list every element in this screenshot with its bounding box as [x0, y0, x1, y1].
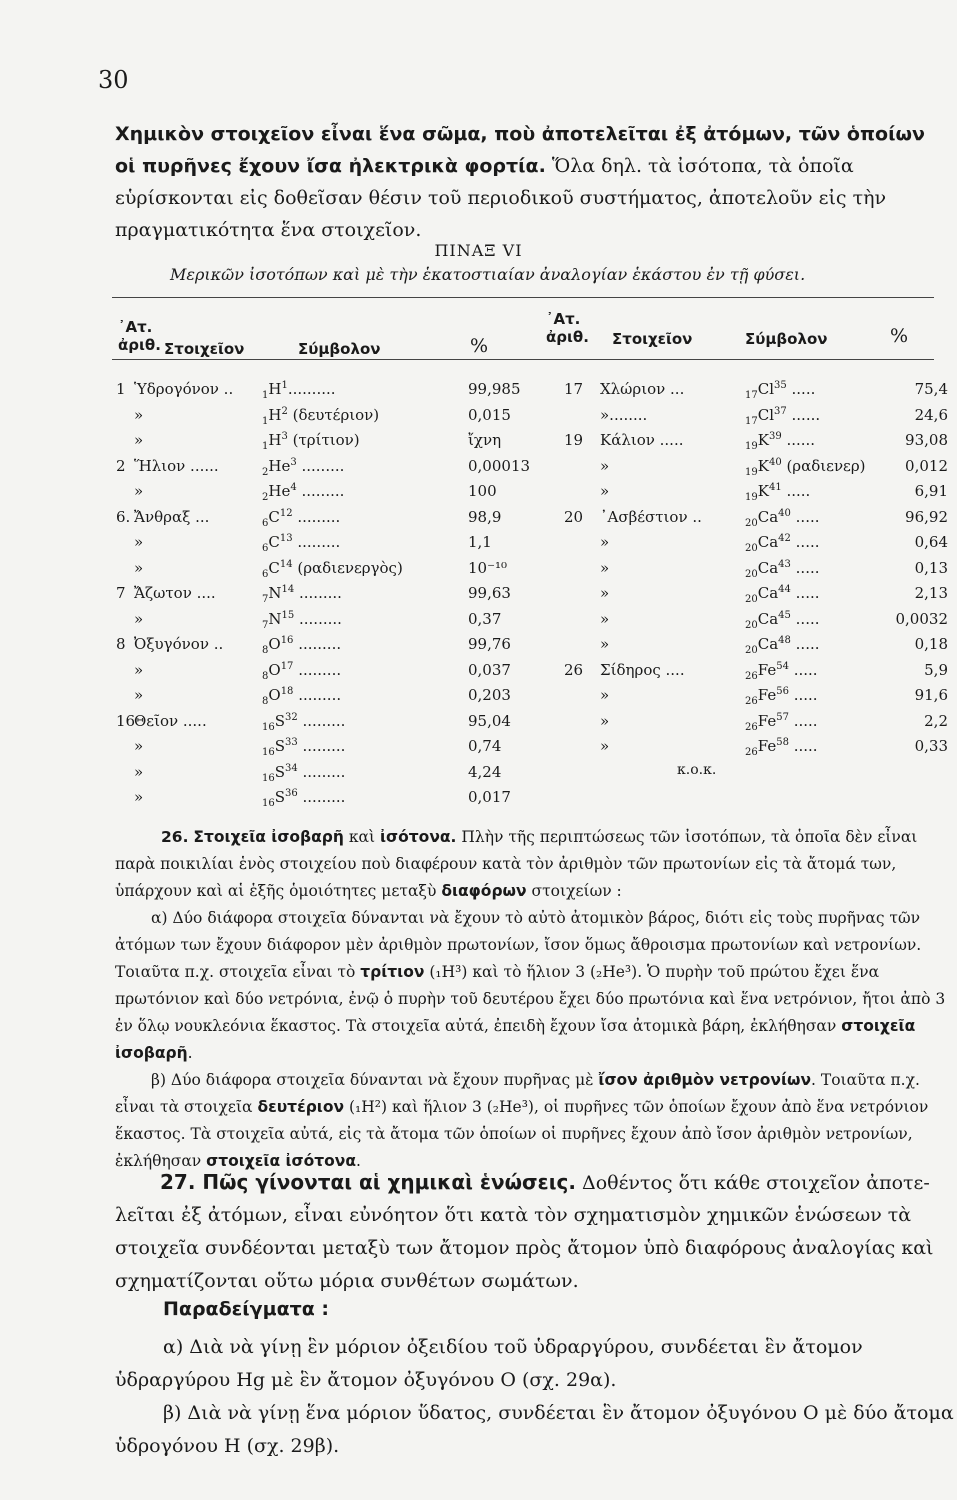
mass-sub: 26 [745, 747, 758, 758]
item-b-bold-neutrons: ἴσον ἀριθμὸν νετρονίων [598, 1071, 812, 1089]
mass-sub: 17 [745, 390, 758, 401]
element-symbol: C [268, 533, 280, 551]
symbol-note: (δευτέριον) [287, 405, 380, 424]
header-at-num-left [118, 318, 161, 354]
symbol-note: ..... [786, 380, 816, 398]
abundance-percent: 96,92 [905, 507, 948, 526]
section-27-text: λεῖται ἐξ ἀτόμων, εἶναι εὐνόητον ὅτι κατὰ τὸν σχηματισμὸν χημικῶν ἑνώσεων τὰ στοιχεῖα συνδέονται μεταξὺ των ἄτομον πρὸς ἄτομον ὑπὸ διαφόρους ἀναλογίας καὶ σχηματίζονται οὕτω μόρια συνθέτων σωμάτων. [115, 1204, 934, 1292]
mass-sub: 26 [745, 721, 758, 733]
symbol-note: .......... [287, 380, 336, 398]
element-name: » [134, 405, 144, 424]
abundance-percent: 99,63 [468, 584, 511, 602]
element-symbol: N [268, 609, 282, 628]
element-name: » [134, 533, 144, 551]
isotope-symbol [745, 431, 815, 452]
mass-sub: 7 [262, 619, 269, 631]
item-a-text-2: (₁H³) καὶ τὸ ἥλιον 3 (₂He³). Ὁ πυρὴν τοῦ πρώτου ἔχει ἕνα πρωτόνιον καὶ δύο νετρόνια, ἐνῷ ὁ πυρὴν τοῦ δευτέρου ἔχει δύο πρωτόνια καὶ ἕνα νετρόνιον, ἤτοι ἀπὸ 3 ἐν ὅλῳ νουκλεόνια ἕκαστος. Τὰ στοιχεῖα αὐτά, ἐπειδὴ ἔχουν ἴσα ἀτομικὰ βάρη, ἐκλήθησαν [115, 963, 946, 1035]
symbol-note: ......... [296, 482, 345, 500]
element-name: » [134, 431, 144, 449]
table-row-right [0, 610, 957, 636]
table-row-right [0, 661, 957, 687]
mass-sub: 19 [745, 492, 758, 503]
mass-sub: 20 [745, 645, 758, 656]
element-symbol: S [274, 711, 286, 730]
abundance-percent: ἴχνη [468, 431, 502, 449]
atomic-number: 20 [564, 507, 584, 526]
abundance-percent: 99,76 [468, 635, 511, 653]
symbol-note: ......... [297, 762, 346, 781]
mass-sup: 16 [280, 635, 294, 646]
element-symbol: C [268, 507, 280, 526]
symbol-note: ..... [790, 584, 820, 602]
element-symbol: Fe [757, 711, 777, 730]
table-subtitle: Μερικῶν ἰσοτόπων καὶ μὲ τὴν ἑκατοστιαίαν ἀναλογίαν ἑκάστου ἐν τῇ φύσει. [170, 265, 806, 284]
mass-sub: 19 [745, 441, 758, 452]
abundance-percent: 0,017 [468, 788, 511, 806]
element-name: » [134, 482, 144, 500]
section-26-text-end: στοιχείων : [526, 882, 622, 900]
element-symbol: C [268, 558, 280, 577]
mass-sup: 37 [774, 405, 787, 417]
atomic-number: 7 [116, 584, 126, 602]
abundance-percent: 0,203 [468, 686, 511, 704]
abundance-percent: 1,1 [468, 533, 492, 551]
abundance-percent: 0,00013 [468, 456, 531, 475]
element-symbol: N [268, 584, 282, 602]
element-name: Ἥλιον ...... [134, 456, 219, 475]
element-name: » [600, 533, 610, 551]
section-26 [115, 824, 955, 1175]
header-percent-left: % [470, 335, 489, 357]
mass-sub: 2 [262, 466, 269, 478]
element-symbol: Cl [757, 405, 775, 424]
abundance-percent: 0,012 [905, 456, 948, 475]
intro-continuation: Ὅλα δηλ. τὰ ἰσότοπα, τὰ ὁποῖα εὑρίσκονται εἰς δοθεῖσαν θέσιν τοῦ περιοδικοῦ συστήματος, ἀποτελοῦν εἰς τὴν πραγματικότητα ἕνα στοιχεῖον. [115, 155, 887, 241]
example-b [115, 1397, 955, 1463]
table-row-right [0, 508, 957, 534]
element-symbol: Ca [757, 507, 779, 526]
table-row-right [0, 380, 957, 406]
item-b-text-3: (₁H²) καὶ ἥλιον 3 (₂He³), οἱ πυρῆνες τῶν ὁποίων ἔχουν ἀπὸ ἕνα νετρόνιον ἕκαστος. Τὰ στοιχεῖα αὐτά, εἰς τὰ ἄτομα τῶν ὁποίων οἱ πυρῆνες ἔχουν ἀπὸ ἴσον ἀριθμὸν νετρονίων, ἐκλήθησαν [115, 1098, 929, 1170]
table-row-right [0, 686, 957, 712]
isotope-symbol [745, 712, 818, 733]
mass-sup: 41 [768, 482, 782, 493]
element-symbol: K [757, 456, 769, 475]
isotope-symbol [745, 508, 820, 529]
mass-sup: 12 [279, 507, 293, 519]
atomic-number: 17 [564, 380, 584, 398]
section-26-text: Πλὴν τῆς περιπτώσεως τῶν ἰσοτόπων, τὰ ὁποῖα δὲν εἶναι παρὰ ποικιλίαι ἑνὸς στοιχείου ποὺ διαφέρουν κατὰ τὸν ἀριθμὸν τῶν πρωτονίων εἰς τὰ ἄτομά των, ὑπάρχουν καὶ αἱ ἑξῆς ὁμοιότητες μεταξὺ [115, 828, 918, 900]
isotope-symbol [745, 533, 820, 554]
mass-sup: 45 [778, 609, 791, 621]
intro-paragraph [115, 118, 950, 246]
mass-sub: 20 [745, 517, 758, 529]
section-26-item-a [115, 905, 955, 1067]
symbol-note: (τρίτιον) [287, 431, 360, 449]
abundance-percent: 5,9 [924, 660, 948, 679]
element-name: Ἄζωτον .... [134, 584, 216, 602]
abundance-percent: 0,33 [914, 737, 948, 755]
element-symbol: Cl [757, 380, 775, 398]
item-b-bold-isotones: στοιχεῖα ἰσότονα [206, 1152, 357, 1170]
symbol-note: ..... [788, 711, 818, 730]
isotope-symbol [745, 380, 815, 401]
element-name: » [134, 737, 144, 755]
table-row-right [0, 712, 957, 738]
mass-sup: 33 [285, 737, 298, 748]
mass-sub: 1 [262, 415, 269, 427]
abundance-percent: 75,4 [914, 380, 948, 398]
element-symbol: O [268, 686, 281, 704]
symbol-note: ......... [297, 788, 346, 806]
mass-sup: 4 [290, 482, 297, 493]
mass-sub: 26 [745, 696, 758, 707]
element-symbol: S [274, 788, 286, 806]
section-26-number: 26. [161, 828, 189, 846]
mass-sup: 40 [768, 456, 782, 468]
mass-sup: 34 [285, 762, 298, 774]
element-name: » [600, 711, 610, 730]
mass-sup: 2 [281, 405, 288, 417]
element-symbol: Ca [757, 558, 779, 577]
isotope-symbol [745, 737, 818, 758]
mass-sup: 54 [776, 660, 789, 672]
mass-sub: 16 [262, 721, 275, 733]
mass-sub: 8 [262, 670, 269, 682]
abundance-percent: 0,037 [468, 660, 511, 679]
mass-sub: 19 [745, 466, 758, 478]
mass-sup: 42 [778, 533, 791, 544]
element-name: » [134, 660, 144, 679]
header-percent-right: % [890, 325, 909, 347]
element-name: » [600, 558, 610, 577]
atomic-number: 6. [116, 507, 131, 526]
table-etc: κ.ο.κ. [677, 762, 717, 778]
symbol-note: ..... [790, 507, 820, 526]
header-element-left: Στοιχεῖον [164, 340, 245, 358]
symbol-note: ..... [790, 609, 820, 628]
mass-sup: 36 [285, 788, 298, 799]
abundance-percent: 0,13 [914, 558, 948, 577]
table-header-rule [112, 359, 934, 360]
isotope-symbol [262, 763, 345, 784]
atomic-number: 16 [116, 711, 136, 730]
abundance-percent: 0,0032 [895, 609, 948, 628]
header-element-right: Στοιχεῖον [612, 330, 693, 348]
mass-sup: 15 [281, 609, 295, 621]
item-a-text-1: α) Δύο διάφορα στοιχεῖα δύνανται νὰ ἔχουν τὸ αὐτὸ ἀτομικὸν βάρος, διότι εἰς τοὺς πυρῆνας τῶν ἀτόμων των ἔχουν διάφορον μὲν ἀριθμὸν πρωτονίων, ἴσον ὅμως ἄθροισμα πρωτονίων καὶ νετρονίων. Τοιαῦτα π.χ. στοιχεῖα εἶναι τὸ [115, 909, 922, 981]
abundance-percent: 0,74 [468, 737, 502, 755]
abundance-percent: 93,08 [905, 431, 948, 449]
symbol-note: ..... [790, 635, 820, 653]
symbol-note: ..... [781, 482, 811, 500]
abundance-percent: 4,24 [468, 762, 502, 781]
element-symbol: Ca [757, 533, 779, 551]
element-name: » [600, 482, 610, 500]
mass-sup: 57 [776, 711, 789, 723]
symbol-note: ..... [788, 686, 818, 704]
element-name: Ὑδρογόνον .. [134, 380, 234, 398]
section-27-text-first: Δοθέντος ὅτι κάθε στοιχεῖον ἀποτε- [575, 1172, 930, 1194]
mass-sub: 6 [262, 568, 269, 580]
element-name: » [600, 635, 610, 653]
atomic-number: 8 [116, 635, 126, 653]
mass-sub: 20 [745, 594, 758, 605]
mass-sup: 35 [774, 380, 787, 391]
mass-sup: 13 [279, 533, 293, 544]
mass-sup: 58 [776, 737, 789, 748]
section-27-first-line [160, 1166, 955, 1200]
element-symbol: K [757, 431, 769, 449]
isotope-symbol [745, 482, 810, 503]
abundance-percent: 91,6 [914, 686, 948, 704]
mass-sub: 16 [262, 772, 275, 784]
element-symbol: He [268, 456, 291, 475]
table-row-right [0, 584, 957, 610]
table-row-left [0, 763, 957, 789]
mass-sub: 6 [262, 543, 269, 554]
abundance-percent: 0,37 [468, 609, 502, 628]
mass-sup: 44 [778, 584, 791, 595]
mass-sub: 20 [745, 619, 758, 631]
symbol-note: ......... [294, 584, 342, 602]
atomic-number: 26 [564, 660, 584, 679]
element-name: ᾿Ασβέστιον .. [600, 507, 702, 526]
mass-sup: 18 [280, 686, 294, 697]
isotope-symbol [745, 686, 818, 707]
table-top-rule [112, 297, 934, 298]
header-at-line2-right: ἀριθ. [546, 328, 589, 346]
atomic-number: 1 [116, 380, 126, 398]
element-name: Σίδηρος .... [600, 660, 685, 679]
table-title: ΠΙΝΑΞ VI [434, 241, 523, 260]
mass-sup: 17 [280, 660, 294, 672]
symbol-note: ......... [293, 635, 342, 653]
mass-sub: 20 [745, 543, 758, 554]
mass-sub: 1 [262, 441, 269, 452]
element-name: Κάλιον ..... [600, 431, 684, 449]
element-symbol: Fe [757, 737, 777, 755]
abundance-percent: 98,9 [468, 507, 502, 526]
isotope-symbol [745, 661, 818, 682]
mass-sup: 48 [778, 635, 791, 646]
header-at-num-right [546, 310, 589, 346]
element-symbol: H [268, 380, 282, 398]
header-at-line1: ᾿Ατ. [118, 318, 153, 336]
abundance-percent: 10⁻¹⁰ [468, 558, 508, 577]
mass-sup: 40 [778, 507, 791, 519]
abundance-percent: 2,2 [924, 711, 948, 730]
mass-sup: 32 [285, 711, 298, 723]
mass-sup: 3 [281, 431, 288, 442]
isotope-symbol [745, 406, 820, 427]
mass-sub: 2 [262, 492, 269, 503]
header-symbol-right: Σύμβολον [745, 330, 828, 348]
mass-sup: 39 [768, 431, 782, 442]
element-symbol: Ca [757, 635, 779, 653]
item-a-bold-tritium: τρίτιον [360, 963, 425, 981]
element-symbol: H [268, 431, 282, 449]
symbol-note: ...... [781, 431, 816, 449]
isotope-symbol [745, 457, 866, 478]
element-name: Ἄνθραξ ... [134, 507, 210, 526]
symbol-note: ......... [293, 660, 342, 679]
abundance-percent: 100 [468, 482, 497, 500]
header-symbol-left: Σύμβολον [298, 340, 381, 358]
element-name: Θεῖον ..... [134, 711, 207, 730]
symbol-note: (ραδιενερ) [781, 456, 866, 475]
symbol-note: ..... [790, 533, 820, 551]
mass-sup: 1 [281, 380, 288, 391]
element-symbol: Ca [757, 609, 779, 628]
section-26-heading: Στοιχεῖα ἰσοβαρῆ [193, 828, 344, 846]
mass-sub: 6 [262, 517, 269, 529]
symbol-note: ......... [292, 533, 341, 551]
mass-sub: 8 [262, 645, 269, 656]
atomic-number: 2 [116, 456, 126, 475]
section-26-heading-and: καὶ [343, 828, 381, 846]
element-symbol: Ca [757, 584, 779, 602]
header-at-line1-right: ᾿Ατ. [546, 310, 581, 328]
mass-sup: 14 [281, 584, 295, 595]
isotope-symbol [745, 610, 820, 631]
element-name: »........ [600, 405, 648, 424]
element-symbol: K [757, 482, 769, 500]
element-symbol: S [274, 737, 286, 755]
table-row-left [0, 788, 957, 814]
symbol-note: ......... [296, 456, 345, 475]
item-b-text-1: β) Δύο διάφορα στοιχεῖα δύνανται νὰ ἔχουν πυρῆνας μὲ [151, 1071, 599, 1089]
element-name: » [600, 737, 610, 755]
mass-sub: 8 [262, 696, 269, 707]
table-row-right [0, 431, 957, 457]
mass-sub: 1 [262, 390, 269, 401]
element-name: » [600, 584, 610, 602]
table-row-right [0, 457, 957, 483]
abundance-percent: 6,91 [914, 482, 948, 500]
symbol-note: ......... [297, 737, 346, 755]
section-26-item-b [115, 1067, 955, 1175]
element-symbol: S [274, 762, 286, 781]
atomic-number: 19 [564, 431, 584, 449]
element-name: » [134, 762, 144, 781]
table-row-right [0, 559, 957, 585]
abundance-percent: 0,64 [914, 533, 948, 551]
section-26-heading-2: ἰσότονα. [380, 828, 457, 846]
element-symbol: H [268, 405, 282, 424]
element-symbol: He [268, 482, 291, 500]
isotope-symbol [262, 788, 345, 809]
element-symbol: O [268, 635, 281, 653]
mass-sub: 17 [745, 415, 758, 427]
symbol-note: ......... [292, 507, 341, 526]
item-b-text-2: . Τοιαῦτα π.χ. εἶναι τὰ στοιχεῖα [115, 1071, 920, 1116]
example-a [115, 1331, 955, 1397]
abundance-percent: 99,985 [468, 380, 521, 398]
element-name: » [134, 686, 144, 704]
mass-sub: 26 [745, 670, 758, 682]
isotope-symbol [745, 559, 820, 580]
symbol-note: ..... [790, 558, 820, 577]
mass-sub: 16 [262, 747, 275, 758]
element-name: » [134, 788, 144, 806]
symbol-note: ..... [788, 660, 818, 679]
item-b-bold-deuterium: δευτέριον [257, 1098, 345, 1116]
isotope-symbol [745, 635, 820, 656]
element-name: Χλώριον ... [600, 380, 685, 398]
symbol-note: ..... [788, 737, 818, 755]
section-27-heading: 27. Πῶς γίνονται αἱ χημικαὶ ἑνώσεις. [160, 1170, 576, 1194]
mass-sup: 3 [290, 456, 297, 468]
element-name: Ὀξυγόνον .. [134, 635, 224, 653]
abundance-percent: 2,13 [914, 584, 948, 602]
section-26-bold-word: διαφόρων [441, 882, 527, 900]
table-row-right [0, 737, 957, 763]
examples-heading: Παραδείγματα : [163, 1298, 330, 1320]
item-a-bold-isobars: στοιχεῖα ἰσοβαρῆ [115, 1017, 916, 1062]
abundance-percent: 0,015 [468, 405, 511, 424]
abundance-percent: 24,6 [914, 405, 948, 424]
mass-sub: 16 [262, 798, 275, 809]
abundance-percent: 95,04 [468, 711, 511, 730]
element-name: » [600, 686, 610, 704]
abundance-percent: 0,18 [914, 635, 948, 653]
example-a-text: α) Διὰ νὰ γίνῃ ἓν μόριον ὀξειδίου τοῦ ὑδραργύρου, συνδέεται ἓν ἄτομον ὑδραργύρου Hg μὲ ἓν ἄτομον ὀξυγόνου O (σχ. 29α). [115, 1336, 863, 1391]
symbol-note: ......... [293, 686, 342, 704]
element-name: » [600, 609, 610, 628]
element-symbol: Fe [757, 686, 777, 704]
element-symbol: Fe [757, 660, 777, 679]
element-symbol: O [268, 660, 281, 679]
mass-sub: 7 [262, 594, 269, 605]
mass-sup: 14 [279, 558, 293, 570]
element-name: » [134, 558, 144, 577]
symbol-note: (ραδιενεργὸς) [292, 558, 403, 577]
isotope-symbol [745, 584, 820, 605]
mass-sup: 43 [778, 558, 791, 570]
example-b-text: β) Διὰ νὰ γίνῃ ἕνα μόριον ὕδατος, συνδέεται ἓν ἄτομον ὀξυγόνου O μὲ δύο ἄτομα ὑδρογόνου H (σχ. 29β). [115, 1402, 954, 1457]
symbol-note: ......... [297, 711, 346, 730]
element-name: » [600, 456, 610, 475]
table-row-right [0, 482, 957, 508]
symbol-note: ...... [786, 405, 821, 424]
intro-definition: Χημικὸν στοιχεῖον εἶναι ἕνα σῶμα, ποὺ ἀποτελεῖται ἐξ ἀτόμων, τῶν ὁποίων οἱ πυρῆνες ἔχουν ἴσα ἠλεκτρικὰ φορτία. [115, 123, 925, 177]
section-26-intro [115, 824, 955, 905]
table-row-right [0, 533, 957, 559]
mass-sub: 20 [745, 568, 758, 580]
header-at-line2: ἀριθ. [118, 336, 161, 354]
table-row-right [0, 635, 957, 661]
symbol-note: ......... [294, 609, 342, 628]
mass-sup: 56 [776, 686, 789, 697]
item-b-text-4: . [356, 1152, 361, 1170]
page-number: 30 [98, 66, 129, 94]
element-name: » [134, 609, 144, 628]
table-row-right [0, 406, 957, 432]
item-a-text-3: . [187, 1044, 193, 1062]
